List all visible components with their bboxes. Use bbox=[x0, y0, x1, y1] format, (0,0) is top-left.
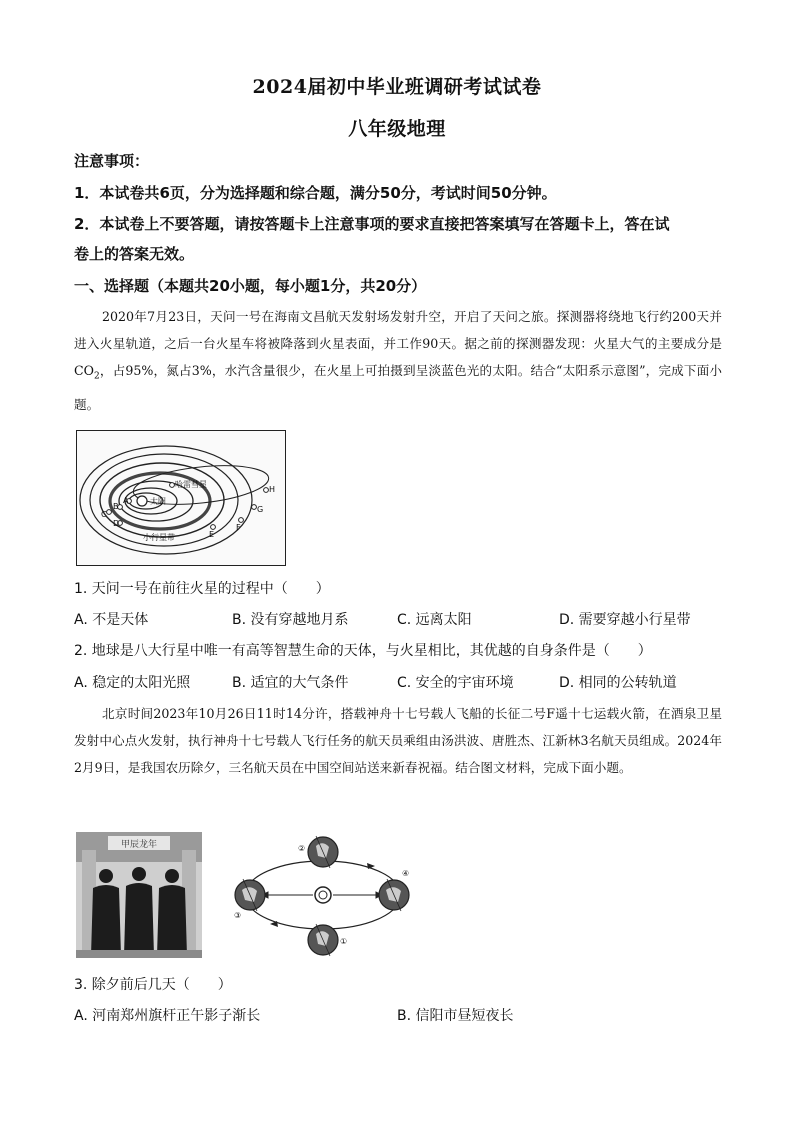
asteroid-belt-label: 小行星带 bbox=[143, 533, 175, 542]
question-2-option-a[interactable]: A. 稳定的太阳光照 bbox=[74, 675, 191, 691]
passage-1-subscript: 2 bbox=[93, 371, 100, 382]
notice-item-2-line-1: 2．本试卷上不要答题，请按答题卡上注意事项的要求直接把答案填写在答题卡上，答在试 bbox=[74, 215, 670, 233]
question-2-option-b[interactable]: B. 适宜的大气条件 bbox=[232, 675, 349, 691]
planet-e-label: E bbox=[209, 530, 215, 539]
question-1-option-b[interactable]: B. 没有穿越地月系 bbox=[232, 612, 349, 628]
passage-1-part-1: 2020年7月23日，天问一号在海南文昌航天发射场发射升空，开启了天问之旅。探测器将绕地飞行约200天并进入火星轨道，之后一台火星车将被降落到火星表面，并工作90天。据之前的探测器发现：火星大气的主要成分是CO bbox=[74, 309, 722, 378]
photo-banner-text: 甲辰龙年 bbox=[120, 840, 158, 850]
question-2-stem: 2. 地球是八大行星中唯一有高等智慧生命的天体，与火星相比，其优越的自身条件是（ ） bbox=[74, 643, 652, 659]
passage-2: 北京时间2023年10月26日11时14分许，搭载神舟十七号载人飞船的长征二号F遥十七运载火箭，在酒泉卫星发射中心点火发射，执行神舟十七号载人飞行任务的航天员乘组由汤洪波、唐胜杰、江新林3名航天员组成。2024年2月9日，是我国农历除夕，三名航天员在中国空间站送来新春祝福。结合图文材料，完成下面小题。 bbox=[74, 706, 722, 775]
solar-system-diagram bbox=[76, 430, 286, 566]
section-1-heading: 一、选择题（本题共20小题，每小题1分，共20分） bbox=[74, 277, 427, 295]
passage-1-part-2: ，占95%，氮占3%，水汽含量很少，在火星上可拍摄到呈淡蓝色光的太阳。结合“太阳系示意图”，完成下面小题。 bbox=[74, 363, 722, 412]
position-2-label: ② bbox=[298, 844, 306, 853]
comet-label: 哈雷彗星 bbox=[175, 480, 207, 489]
planet-g-label: G bbox=[257, 505, 264, 514]
question-1-option-c[interactable]: C. 远离太阳 bbox=[397, 612, 472, 628]
exam-title: 2024届初中毕业班调研考试试卷 bbox=[252, 76, 542, 98]
planet-b-label: B bbox=[113, 502, 119, 511]
question-1-option-a[interactable]: A. 不是天体 bbox=[74, 612, 149, 628]
notice-item-2-line-2: 卷上的答案无效。 bbox=[74, 245, 195, 263]
planet-h-label: H bbox=[269, 485, 276, 494]
planet-c-label: C bbox=[101, 510, 107, 519]
question-2-option-d[interactable]: D. 相同的公转轨道 bbox=[559, 675, 677, 691]
position-1-label: ① bbox=[340, 937, 348, 946]
astronauts-photo bbox=[76, 832, 202, 958]
question-2-option-c[interactable]: C. 安全的宇宙环境 bbox=[397, 675, 514, 691]
planet-d-label: D bbox=[113, 519, 120, 528]
question-1-stem: 1. 天问一号在前往火星的过程中（ ） bbox=[74, 581, 330, 597]
question-3-option-b[interactable]: B. 信阳市昼短夜长 bbox=[397, 1008, 514, 1024]
planet-f-label: F bbox=[236, 523, 241, 532]
question-3-stem: 3. 除夕前后几天（ ） bbox=[74, 977, 232, 993]
exam-subject: 八年级地理 bbox=[348, 118, 446, 140]
planet-a-label: A bbox=[123, 496, 129, 505]
earth-revolution-diagram bbox=[232, 832, 414, 958]
sun-label: 太阳 bbox=[150, 497, 166, 506]
question-3-option-a[interactable]: A. 河南郑州旗杆正午影子渐长 bbox=[74, 1008, 261, 1024]
question-1-option-d[interactable]: D. 需要穿越小行星带 bbox=[559, 612, 691, 628]
position-4-label: ④ bbox=[402, 869, 410, 878]
position-3-label: ③ bbox=[234, 911, 242, 920]
passage-1 bbox=[74, 303, 722, 418]
notice-heading: 注意事项： bbox=[74, 152, 150, 170]
notice-item-1: 1．本试卷共6页，分为选择题和综合题，满分50分，考试时间50分钟。 bbox=[74, 184, 557, 202]
